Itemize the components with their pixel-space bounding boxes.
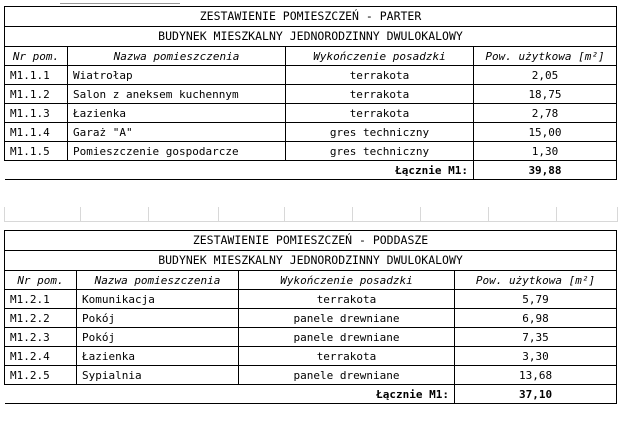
- table-row: [5, 142, 617, 161]
- room-schedule-attic: [4, 230, 617, 404]
- room-name: Garaż "A": [68, 123, 286, 142]
- grid-line: [420, 207, 421, 221]
- header-usable-area: Pow. użytkowa [m²]: [474, 47, 617, 66]
- floor-finish: panele drewniane: [239, 366, 455, 385]
- floor-finish: terrakota: [286, 85, 474, 104]
- usable-area: 6,98: [455, 309, 617, 328]
- total-row: [5, 385, 617, 404]
- grid-line: [488, 207, 489, 221]
- table-row: [5, 347, 617, 366]
- floor-finish: terrakota: [239, 290, 455, 309]
- usable-area: 15,00: [474, 123, 617, 142]
- usable-area: 2,78: [474, 104, 617, 123]
- room-number: M1.1.3: [5, 104, 68, 123]
- total-spacer: [5, 385, 239, 404]
- floor-finish: panele drewniane: [239, 328, 455, 347]
- background-grid: [4, 207, 618, 222]
- total-value: 39,88: [474, 161, 617, 180]
- room-number: M1.1.4: [5, 123, 68, 142]
- room-name: Łazienka: [68, 104, 286, 123]
- floor-finish: terrakota: [286, 66, 474, 85]
- usable-area: 2,05: [474, 66, 617, 85]
- total-label: Łącznie M1:: [286, 161, 474, 180]
- total-row: [5, 161, 617, 180]
- room-number: M1.1.5: [5, 142, 68, 161]
- floor-finish: panele drewniane: [239, 309, 455, 328]
- room-name: Pokój: [77, 328, 239, 347]
- room-number: M1.2.2: [5, 309, 77, 328]
- room-name: Pomieszczenie gospodarcze: [68, 142, 286, 161]
- table-row: [5, 104, 617, 123]
- table-row: [5, 85, 617, 104]
- usable-area: 3,30: [455, 347, 617, 366]
- grid-line: [80, 207, 81, 221]
- room-name: Pokój: [77, 309, 239, 328]
- table-title: ZESTAWIENIE POMIESZCZEŃ - PODDASZE: [5, 231, 617, 251]
- grid-line: [284, 207, 285, 221]
- table-row: [5, 366, 617, 385]
- usable-area: 18,75: [474, 85, 617, 104]
- total-label: Łącznie M1:: [239, 385, 455, 404]
- usable-area: 5,79: [455, 290, 617, 309]
- usable-area: 13,68: [455, 366, 617, 385]
- grid-line: [556, 207, 557, 221]
- total-spacer: [5, 161, 286, 180]
- cropped-text-fragment: [60, 0, 180, 4]
- total-value: 37,10: [455, 385, 617, 404]
- room-number: M1.2.5: [5, 366, 77, 385]
- grid-line: [218, 207, 219, 221]
- header-room-number: Nr pom.: [5, 271, 77, 290]
- table-title: ZESTAWIENIE POMIESZCZEŃ - PARTER: [5, 7, 617, 27]
- floor-finish: gres techniczny: [286, 142, 474, 161]
- floor-finish: gres techniczny: [286, 123, 474, 142]
- room-number: M1.1.2: [5, 85, 68, 104]
- grid-line: [352, 207, 353, 221]
- header-room-number: Nr pom.: [5, 47, 68, 66]
- header-floor-finish: Wykończenie posadzki: [286, 47, 474, 66]
- table-subtitle: BUDYNEK MIESZKALNY JEDNORODZINNY DWULOKALOWY: [5, 27, 617, 47]
- header-floor-finish: Wykończenie posadzki: [239, 271, 455, 290]
- header-room-name: Nazwa pomieszczenia: [77, 271, 239, 290]
- grid-line: [148, 207, 149, 221]
- usable-area: 7,35: [455, 328, 617, 347]
- room-schedule-ground-floor: [4, 6, 617, 180]
- table-row: [5, 328, 617, 347]
- room-number: M1.2.4: [5, 347, 77, 366]
- table-row: [5, 66, 617, 85]
- room-number: M1.2.3: [5, 328, 77, 347]
- floor-finish: terrakota: [286, 104, 474, 123]
- room-name: Sypialnia: [77, 366, 239, 385]
- room-number: M1.1.1: [5, 66, 68, 85]
- floor-finish: terrakota: [239, 347, 455, 366]
- room-name: Komunikacja: [77, 290, 239, 309]
- room-number: M1.2.1: [5, 290, 77, 309]
- table-subtitle: BUDYNEK MIESZKALNY JEDNORODZINNY DWULOKALOWY: [5, 251, 617, 271]
- table-row: [5, 123, 617, 142]
- usable-area: 1,30: [474, 142, 617, 161]
- room-name: Wiatrołap: [68, 66, 286, 85]
- header-room-name: Nazwa pomieszczenia: [68, 47, 286, 66]
- room-name: Łazienka: [77, 347, 239, 366]
- table-row: [5, 309, 617, 328]
- header-usable-area: Pow. użytkowa [m²]: [455, 271, 617, 290]
- room-name: Salon z aneksem kuchennym: [68, 85, 286, 104]
- table-row: [5, 290, 617, 309]
